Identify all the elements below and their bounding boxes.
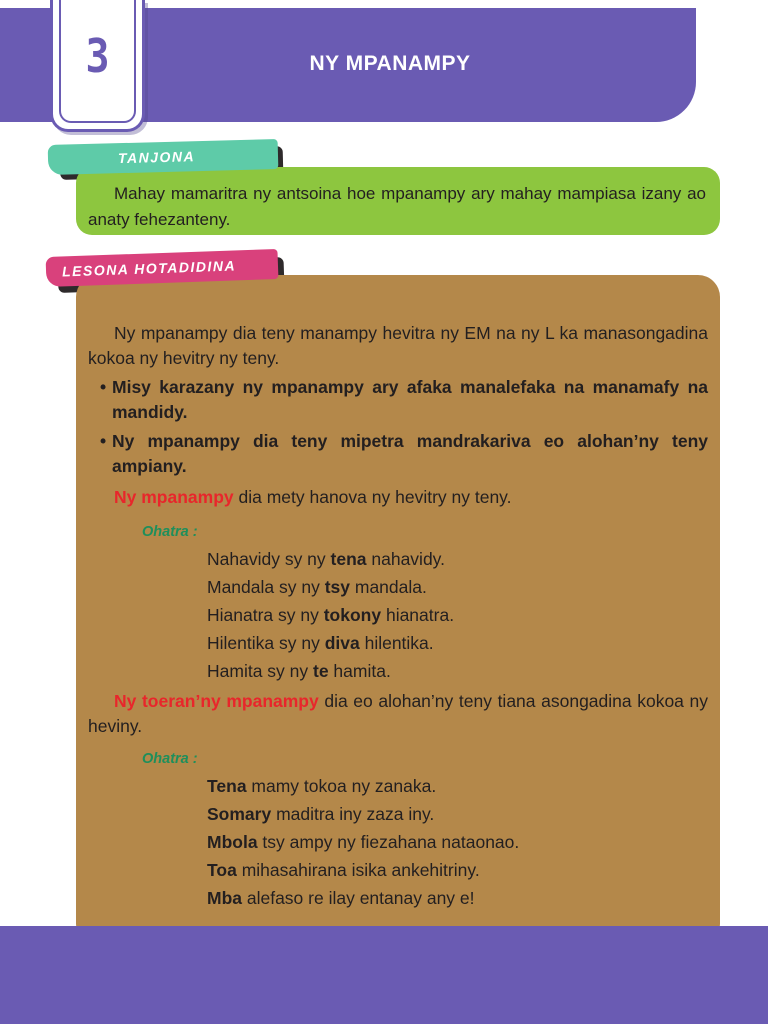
- example-text: Hamita sy ny: [207, 661, 313, 681]
- example-text: alefaso re ilay entanay any e!: [242, 888, 475, 908]
- bullet-text: Ny mpanampy dia teny mipetra mandrakariva eo alohan’ny teny ampiany.: [112, 431, 708, 476]
- header-band-edge: [0, 26, 20, 122]
- example-text: hamita.: [328, 661, 391, 681]
- chapter-number: 3: [85, 30, 110, 83]
- example-line: [207, 545, 708, 573]
- examples-2-label: Ohatra :: [142, 751, 198, 767]
- definition-1-term: Ny mpanampy: [114, 487, 234, 507]
- lesson-intro: Ny mpanampy dia teny manampy hevitra ny EM na ny L ka manasongadina kokoa ny hevitry ny teny.: [88, 323, 708, 368]
- lesson-box: [76, 275, 720, 946]
- example-line: [207, 828, 708, 856]
- lesson-bullet: [88, 375, 708, 425]
- lesson-tag: LESONA HOTADIDINA: [46, 249, 279, 287]
- objective-tag: TANJONA: [48, 139, 279, 175]
- example-text: mamy tokoa ny zanaka.: [246, 776, 437, 796]
- example-line: [207, 573, 708, 601]
- bullet-dot-icon: •: [100, 377, 107, 397]
- example-keyword: Mba: [207, 888, 242, 908]
- example-line: [207, 884, 708, 912]
- definition-2-term: Ny toeran’ny mpanampy: [114, 691, 319, 711]
- definition-1-rest: dia mety hanova ny hevitry ny teny.: [233, 487, 512, 507]
- example-line: [207, 629, 708, 657]
- objective-box: [76, 167, 720, 235]
- example-text: Nahavidy sy ny: [207, 549, 331, 569]
- example-keyword: tokony: [323, 605, 382, 625]
- example-line: [207, 657, 708, 685]
- example-keyword: tena: [330, 549, 367, 569]
- example-text: Hianatra sy ny: [207, 605, 324, 625]
- example-text: nahavidy.: [366, 549, 445, 569]
- chapter-tab: [50, 0, 145, 132]
- example-text: Mandala sy ny: [207, 577, 325, 597]
- definition-1: [88, 485, 708, 510]
- example-line: [207, 856, 708, 884]
- objective-text: Mahay mamaritra ny antsoina hoe mpanampy ary mahay mampiasa izany ao anaty fehezanteny.: [88, 184, 706, 229]
- example-keyword: Tena: [207, 776, 247, 796]
- bullet-dot-icon: •: [100, 431, 107, 451]
- definition-2-rest: dia eo alohan’ny teny tiana asongadina kokoa ny heviny.: [88, 691, 709, 736]
- page-title: NY MPANAMPY: [309, 52, 471, 75]
- chapter-tab-inner: [59, 0, 136, 123]
- example-line: [207, 601, 708, 629]
- lesson-bullet: [88, 429, 708, 479]
- bullet-text: Misy karazany ny mpanampy ary afaka manalefaka na manamafy na mandidy.: [112, 377, 708, 422]
- example-text: maditra iny zaza iny.: [271, 804, 435, 824]
- example-keyword: Somary: [207, 804, 272, 824]
- footer-band: [0, 926, 768, 1024]
- example-keyword: diva: [324, 633, 360, 653]
- definition-2: [88, 689, 708, 739]
- example-line: [207, 800, 708, 828]
- example-text: Hilentika sy ny: [207, 633, 325, 653]
- example-text: hilentika.: [359, 633, 434, 653]
- example-text: mandala.: [350, 577, 427, 597]
- example-keyword: Toa: [207, 860, 237, 880]
- example-text: hianatra.: [381, 605, 455, 625]
- example-line: [207, 772, 708, 800]
- example-keyword: te: [313, 661, 329, 681]
- example-text: mihasahirana isika ankehitriny.: [236, 860, 480, 880]
- examples-1-label: Ohatra :: [142, 524, 198, 540]
- example-keyword: tsy: [324, 577, 350, 597]
- example-keyword: Mbola: [207, 832, 258, 852]
- example-text: tsy ampy ny fiezahana nataonao.: [257, 832, 520, 852]
